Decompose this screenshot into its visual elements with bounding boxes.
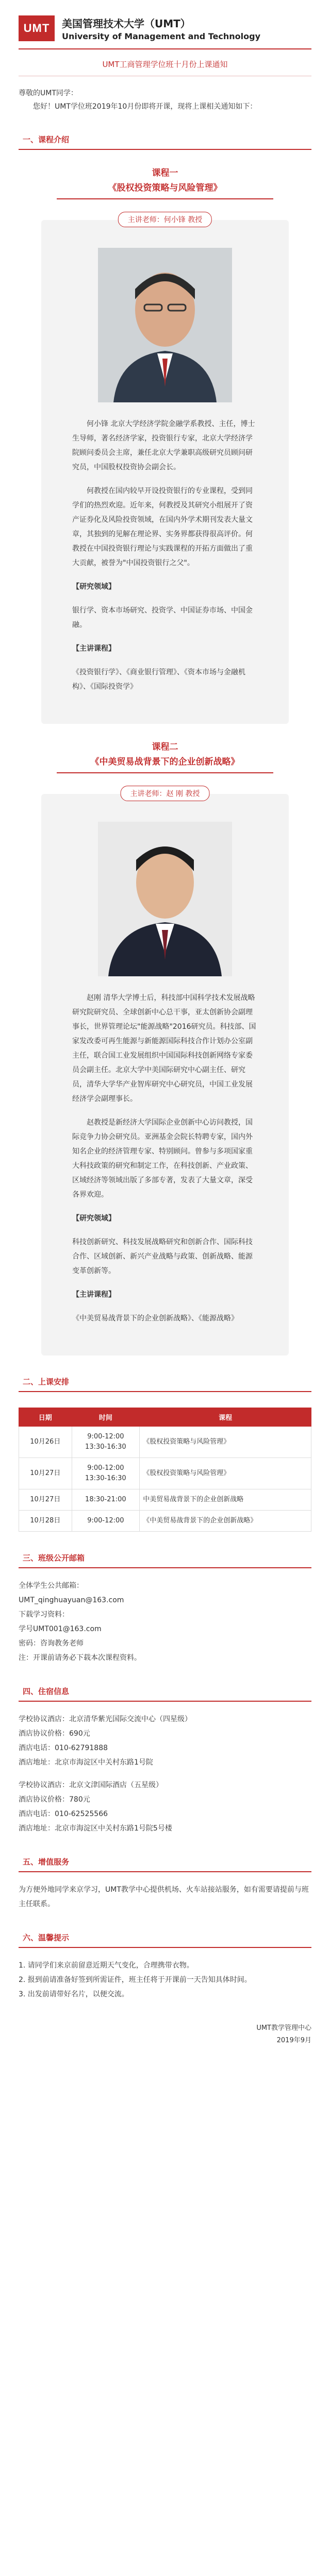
- course1-underline: [57, 198, 273, 199]
- cell-date: 10月26日: [19, 1427, 72, 1458]
- section-title: 五、增值服务: [23, 1857, 70, 1867]
- tip-item: 2. 报到前请准备好签到所需证件，班主任将于开课前一天告知具体时间。: [19, 1976, 252, 1984]
- section-schedule: [19, 1376, 311, 1392]
- table-row: [19, 1511, 311, 1532]
- mailbox-line: 下载学习资料：: [19, 1611, 69, 1619]
- course2-research-label: 【研究领域】: [72, 1214, 116, 1223]
- section-title: 一、课程介绍: [23, 135, 70, 144]
- footer-org: UMT教学管理中心: [256, 2024, 311, 2032]
- col-time: 时间: [72, 1408, 140, 1427]
- course2-bio-p2: 赵教授是新经济大学国际企业创新中心访问教授，国际竞争力协会研究员。亚洲基金会院长特聘专家，国内外知名企业的经济管理专家、特别顾问。曾参与多项国家重大科技政策的研究和制定工作，在科技创新、产业政策、区域经济等领域出版了多部专著，发表了大量文章，深受各界欢迎。: [72, 1118, 253, 1199]
- section-title: 三、班级公开邮箱: [23, 1553, 85, 1563]
- course2-number: 课程二: [152, 742, 178, 752]
- section-title: 六、温馨提示: [23, 1933, 70, 1942]
- table-row: [19, 1458, 311, 1489]
- cell-time: 9:00-12:00: [72, 1511, 140, 1532]
- portrait-icon: [98, 822, 232, 976]
- mailbox-password: 密码：咨询教务老师: [19, 1639, 84, 1648]
- hotel2-phone: 酒店电话：010-62525566: [19, 1810, 108, 1818]
- hotel1-phone: 酒店电话：010-62791888: [19, 1744, 108, 1752]
- intro: [19, 76, 311, 113]
- section-divider: [19, 149, 311, 150]
- footer-date: 2019年9月: [276, 2037, 311, 2044]
- section-tips: [19, 1932, 311, 1948]
- cell-course: 《股权投资策略与风险管理》: [140, 1458, 311, 1489]
- cell-date: 10月28日: [19, 1511, 72, 1532]
- section-divider: [19, 1871, 311, 1872]
- tips-info: [19, 1958, 311, 2002]
- cell-date: 10月27日: [19, 1458, 72, 1489]
- mailbox-line: 全体学生公共邮箱：: [19, 1582, 84, 1590]
- header-divider: [19, 48, 311, 49]
- cell-course: 《股权投资策略与风险管理》: [140, 1427, 311, 1458]
- section-divider: [19, 1947, 311, 1948]
- cell-time: 9:00-12:00 13:30-16:30: [72, 1427, 140, 1458]
- tip-item: 1. 请同学们来京前留意近期天气变化，合理携带衣物。: [19, 1961, 194, 1970]
- intro-body: 您好！UMT学位班2019年10月份即将开课，现将上课相关通知如下：: [33, 103, 257, 111]
- course1-name: 《股权投资策略与风险管理》: [108, 183, 222, 193]
- course1-teacher-tag: 主讲老师：何小锋 教授: [118, 212, 212, 227]
- hotel2-name: 学校协议酒店：北京文津国际酒店（五星级）: [19, 1781, 163, 1789]
- course1-research-text: 银行学、资本市场研究、投资学、中国证券市场、中国金融。: [72, 606, 253, 629]
- schedule-header-row: [19, 1408, 311, 1427]
- course2-teacher-tag: 主讲老师：赵 刚 教授: [121, 786, 210, 801]
- col-date: 日期: [19, 1408, 72, 1427]
- service-info: [19, 1883, 311, 1911]
- course2-courses-text: 《中美贸易战背景下的企业创新战略》、《能源战略》: [72, 1314, 238, 1323]
- mailbox-download[interactable]: 学号UMT001@163.com: [19, 1625, 102, 1633]
- cell-date: 10月27日: [19, 1489, 72, 1511]
- cell-course: 《中美贸易战背景下的企业创新战略》: [140, 1511, 311, 1532]
- course2-bio: [72, 991, 258, 1326]
- table-row: [19, 1489, 311, 1511]
- hotel1-name: 学校协议酒店：北京清华紫光国际交流中心（四星级）: [19, 1715, 192, 1723]
- course2-research-text: 科技创新研究、科技发展战略研究和创新合作、国际科技合作、区域创新、新兴产业战略与政策、创新战略、能源变革创新等。: [72, 1238, 253, 1275]
- mailbox-info: [19, 1579, 311, 1665]
- university-name-cn: 美国管理技术大学（UMT）: [62, 18, 191, 30]
- course1-heading: [0, 165, 330, 199]
- course1-bio-p2: 何教授在国内较早开设投资银行的专业课程，受到同学们的热烈欢迎。近年来，何教授及其研究小组展开了资产证券化及风险投资领域，在国内外学术期刊发表大量文章，其独到的见解在理论界、实务界都获得很高评价。何教授在中国投资银行理论与实践课程的开拓方面做出了重大贡献，被誉为"中国投资银行之父"。: [72, 487, 253, 567]
- greeting: 尊敬的UMT同学：: [19, 89, 78, 97]
- mailbox-email[interactable]: UMT_qinghuayuan@163.com: [19, 1596, 124, 1604]
- schedule-table-wrap: [19, 1408, 311, 1532]
- table-row: [19, 1427, 311, 1458]
- hotel1-price: 酒店协议价格：690元: [19, 1730, 90, 1738]
- hotel1-address: 酒店地址：北京市海淀区中关村东路1号院: [19, 1758, 153, 1767]
- notice-title: UMT工商管理学位班十月份上课通知: [102, 60, 228, 69]
- section-services: [19, 1856, 311, 1872]
- section-divider: [19, 1701, 311, 1702]
- cell-time: 9:00-12:00 13:30-16:30: [72, 1458, 140, 1489]
- course1-bio-p1: 何小锋 北京大学经济学院金融学系教授、主任，博士生导师，著名经济学家，投资银行专家，北京大学经济学院顾问委员会主席，兼任北京大学兼职高级研究员顾问研究员，中国股权投资协会副会长。: [72, 420, 255, 471]
- course2-bio-p1: 赵刚 清华大学博士后，科技部中国科学技术发展战略研究院研究员、全球创新中心总干事，亚太创新协会副理事长，世界管理论坛"能源战略"2016研究员。科技部、国家发改委可再生能源与新能源国际科技合作计划办公室副主任，联合国工业发展组织中国国际科技创新网络专家委员会副主任。北京大学中美国际研究中心副主任、研究员，清华大学华产业智库研究中心研究员，中国工业发展经济学会副理事长。: [72, 994, 256, 1103]
- course1-courses-label: 【主讲课程】: [72, 645, 116, 653]
- course1-bio: [72, 417, 258, 694]
- mailbox-note: 注：开课前请务必下载本次课程资料。: [19, 1654, 141, 1662]
- tip-item: 3. 出发前请带好名片，以便交流。: [19, 1990, 129, 1998]
- course2-teacher-photo: [98, 822, 232, 976]
- course1-research-label: 【研究领域】: [72, 583, 116, 591]
- course2-card: [41, 790, 289, 1355]
- hotel2-price: 酒店协议价格：780元: [19, 1795, 90, 1804]
- course2-heading: [0, 739, 330, 773]
- lodging-info: [19, 1712, 311, 1836]
- section-title: 二、上课安排: [23, 1377, 70, 1386]
- umt-logo: UMT: [19, 15, 55, 41]
- course2-name: 《中美贸易战背景下的企业创新战略》: [90, 757, 240, 767]
- section-divider: [19, 1391, 311, 1392]
- course1-courses-text: 《投资银行学》、《商业银行管理》、《资本市场与金融机构》、《国际投资学》: [72, 668, 245, 691]
- course2-underline: [57, 772, 273, 773]
- university-names: [62, 15, 260, 41]
- service-text: 为方便外地同学来京学习，UMT教学中心提供机场、火车站接站服务，如有需要请提前与班主任联系。: [19, 1886, 309, 1908]
- header: [0, 0, 330, 46]
- course1-number: 课程一: [152, 168, 178, 178]
- course1-card: [41, 216, 289, 724]
- schedule-table: [19, 1408, 311, 1532]
- col-course: 课程: [140, 1408, 311, 1427]
- section-title: 四、住宿信息: [23, 1687, 70, 1696]
- hotel2-address: 酒店地址：北京市海淀区中关村东路1号院5号楼: [19, 1824, 172, 1833]
- cell-course: 中美贸易战背景下的企业创新战略: [140, 1489, 311, 1511]
- footer: [19, 2022, 311, 2047]
- portrait-icon: [98, 248, 232, 402]
- course1-teacher-photo: [98, 248, 232, 402]
- section-course-intro: [19, 134, 311, 150]
- cell-time: 18:30-21:00: [72, 1489, 140, 1511]
- section-mailbox: [19, 1552, 311, 1568]
- course2-courses-label: 【主讲课程】: [72, 1291, 116, 1299]
- section-lodging: [19, 1686, 311, 1702]
- university-name-en: University of Management and Technology: [62, 31, 261, 41]
- section-divider: [19, 1567, 311, 1568]
